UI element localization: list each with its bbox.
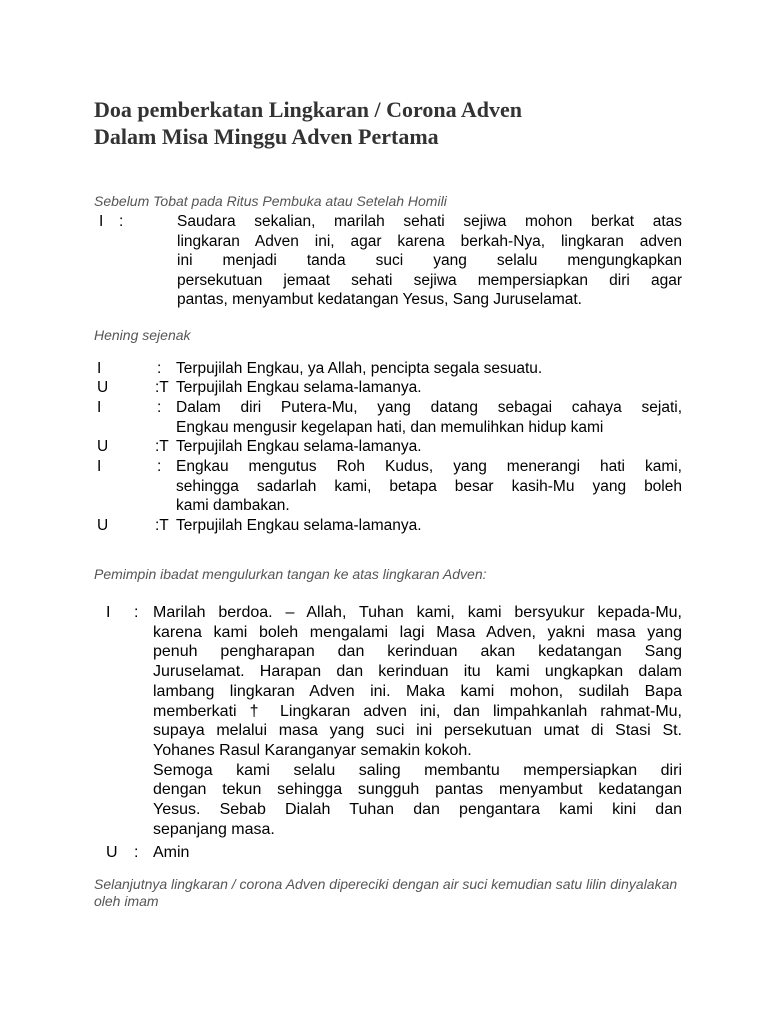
rubric-note-4: Selanjutnya lingkaran / corona Adven dipereciki dengan air suci kemudian satu lilin dinyalakan oleh imam [94,876,678,909]
amen-response-row [0,843,768,863]
text-line: Engkau mengutus Roh Kudus, yang menerangi hati kami, [176,458,682,475]
litany-row [0,359,768,379]
text-line: Marilah berdoa. – Allah, Tuhan kami, kami bersyukur kepada-Mu, [153,604,682,621]
litany-text [176,359,682,379]
text-line: Semoga kami selalu saling membantu mempersiapkan diri [153,761,682,779]
text-line: Saudara sekalian, marilah sehati sejiwa mohon berkat atas [177,213,682,230]
text-line: Juruselamat. Harapan dan kerinduan itu kami ungkapkan dalam [153,663,682,681]
text-line: Dalam diri Putera-Mu, yang datang sebagai cahaya sejati, [176,399,682,416]
rubric-note-3: Pemimpin ibadat mengulurkan tangan ke atas lingkaran Adven: [94,566,487,582]
text-line: supaya melalui masa yang suci ini persekutuan umat di Stasi St. [153,722,682,740]
speaker-colon: : [134,604,139,621]
rubric-note-1: Sebelum Tobat pada Ritus Pembuka atau Setelah Homili [94,193,447,209]
text-line: Terpujilah Engkau selama-lamanya. [176,438,422,455]
prayer-text [177,212,682,310]
litany-text [176,437,682,457]
document-title [94,96,694,150]
speaker-colon: :T [155,379,169,396]
text-line: pantas, menyambut kedatangan Yesus, Sang Juruselamat. [177,291,582,308]
speaker-label: I [99,213,104,230]
speaker-label: U [97,517,109,534]
amen-text: Amin [153,844,190,861]
litany-row [0,398,768,438]
speaker-colon: : [134,844,139,861]
speaker-label: I [97,399,102,416]
prayer-text [153,603,682,839]
litany-response-row [0,437,768,457]
speaker-colon: : [119,213,124,230]
text-line: penuh pengharapan dan kerinduan akan kedatangan Sang [153,643,682,661]
title-line-2: Dalam Misa Minggu Adven Pertama [94,124,439,149]
text-line: lingkaran Adven ini, agar karena berkah-Nya, lingkaran adven [177,232,682,250]
text-line: Yohanes Rasul Karanganyar semakin kokoh. [153,741,472,759]
text-line: lambang lingkaran Adven ini. Maka kami mohon, sudilah Bapa [153,682,682,700]
litany-text [176,398,682,437]
speaker-colon: : [157,458,162,475]
section-1-prayer [0,212,768,312]
text-line: kami dambakan. [176,497,290,514]
text-line: Terpujilah Engkau, ya Allah, pencipta segala sesuatu. [176,360,543,377]
litany-text [176,516,682,536]
litany-text [176,378,682,398]
speaker-colon: :T [155,517,169,534]
text-line: Terpujilah Engkau selama-lamanya. [176,517,422,534]
text-line: sepanjang masa. [153,820,275,838]
speaker-label: U [97,379,109,396]
speaker-colon: : [157,360,162,377]
text-line: Yesus. Sebab Dialah Tuhan dan pengantara kami kini dan [153,801,682,819]
speaker-label: I [97,360,102,377]
text-line: persekutuan jemaat sehati sejiwa mempersiapkan diri agar [177,271,682,289]
text-line: karena kami boleh mengalami lagi Masa Adven, yakni masa yang [153,623,682,641]
speaker-label: I [106,604,111,621]
litany-text [176,457,682,516]
litany-response-row [0,516,768,536]
text-line: Terpujilah Engkau selama-lamanya. [176,379,422,396]
speaker-label: U [97,438,109,455]
speaker-colon: : [157,399,162,416]
text-line: sehingga sadarlah kami, betapa besar kasih-Mu yang boleh [176,477,682,495]
speaker-label: U [106,844,118,861]
litany-response-row [0,378,768,398]
text-line: memberkati † Lingkaran adven ini, dan limpahkanlah rahmat-Mu, [153,702,682,720]
litany-row [0,457,768,517]
speaker-colon: :T [155,438,169,455]
text-line: dengan tekun sehingga sungguh pantas menyambut kedatangan [153,781,682,799]
section-3-blessing-prayer [0,603,768,843]
rubric-note-2: Hening sejenak [94,327,191,343]
text-line: ini menjadi tanda suci yang selalu mengungkapkan [177,252,682,269]
text-line: Engkau mengusir kegelapan hati, dan memulihkan hidup kami [176,418,604,436]
title-line-1: Doa pemberkatan Lingkaran / Corona Adven [94,97,523,122]
speaker-label: I [97,458,102,475]
